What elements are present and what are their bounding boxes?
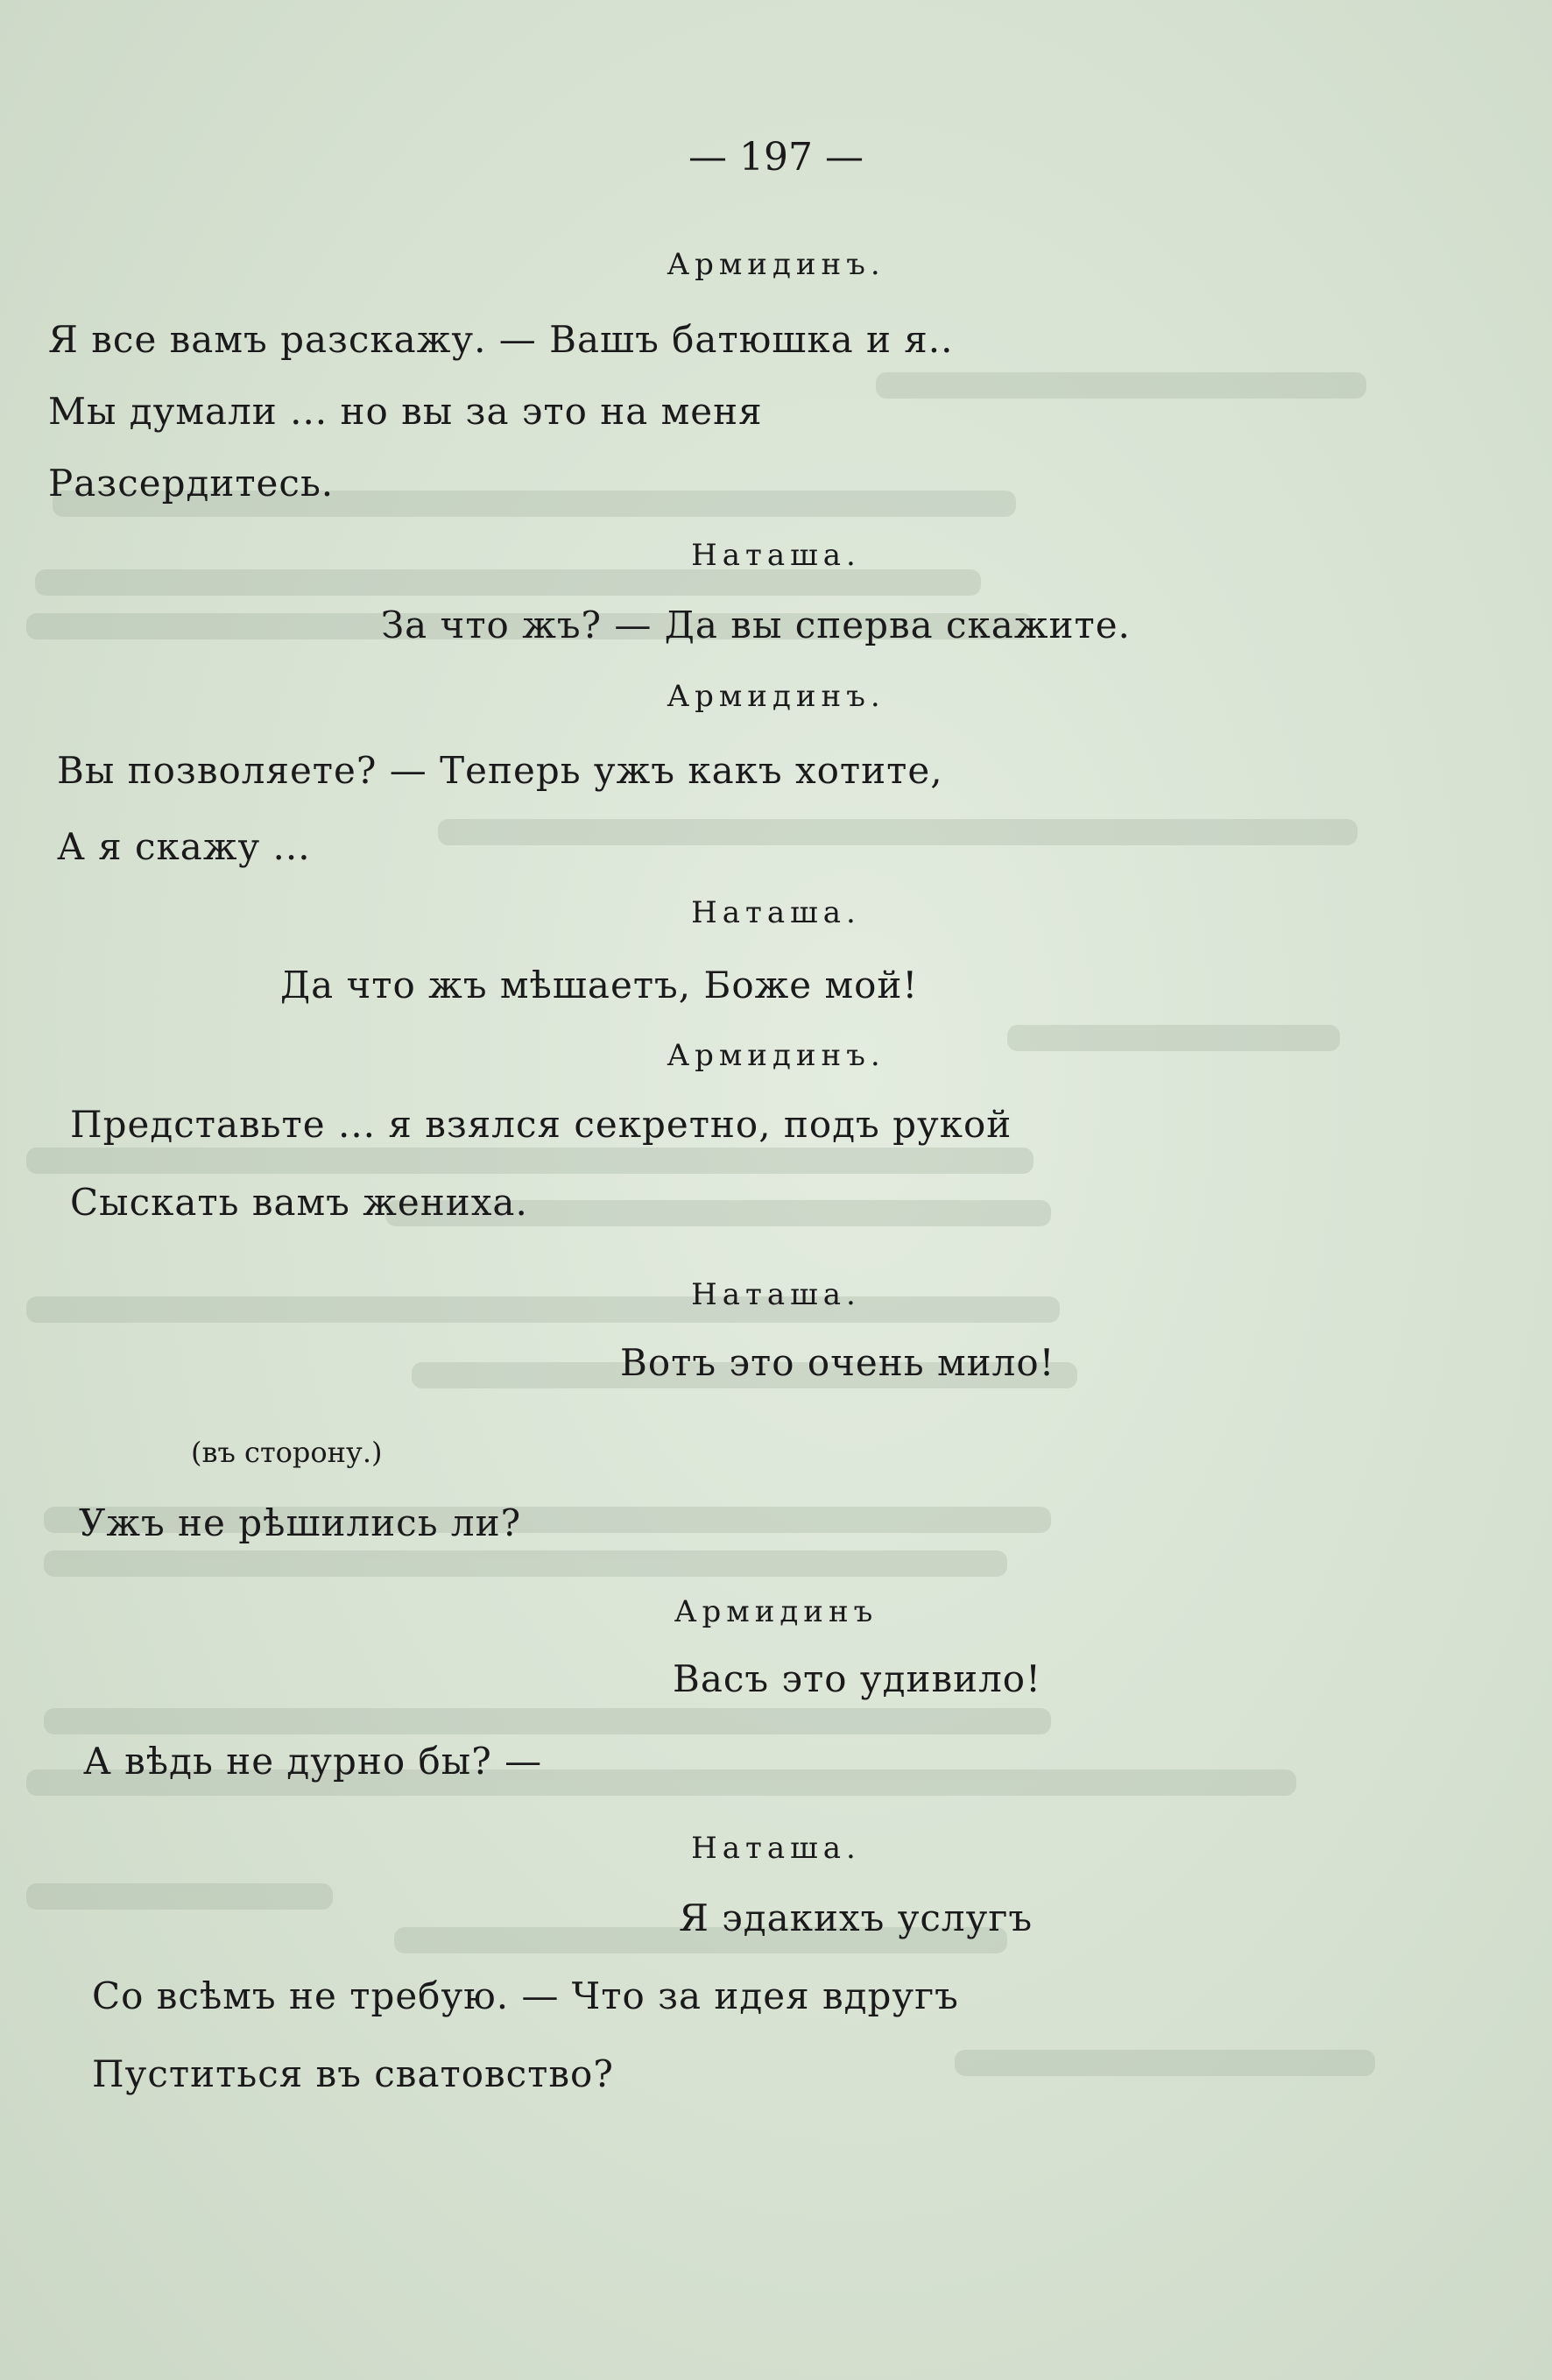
verse-line: Да что жъ мѣшаетъ, Боже мой! <box>280 964 919 1006</box>
speaker-name: Наташа. <box>691 1277 861 1312</box>
verse-line: Разсердитесь. <box>48 462 335 505</box>
verse-line: Я эдакихъ услугъ <box>679 1896 1033 1939</box>
speaker-name: Армидинъ. <box>667 679 885 714</box>
verse-line: А вѣдь не дурно бы? — <box>83 1740 543 1783</box>
speaker-name: Армидинъ. <box>667 247 885 282</box>
speaker-name: Наташа. <box>691 895 861 930</box>
speaker-name: Наташа. <box>691 1831 861 1866</box>
stage-direction: (въ сторону.) <box>191 1436 383 1469</box>
speaker-name: Наташа. <box>691 538 861 573</box>
verse-line: Со всѣмъ не требую. — Что за идея вдругъ <box>92 1974 959 2017</box>
verse-line: Васъ это удивило! <box>673 1657 1041 1700</box>
speaker-name: Армидинъ. <box>667 1038 885 1073</box>
verse-line: Сыскать вамъ жениха. <box>70 1181 528 1224</box>
verse-line: Мы думали ... но вы за это на меня <box>48 390 763 433</box>
verse-line: Вотъ это очень мило! <box>620 1341 1055 1384</box>
speaker-name: Армидинъ <box>674 1594 878 1629</box>
verse-line: За что жъ? — Да вы сперва скажите. <box>381 604 1131 646</box>
page-number: — 197 — <box>688 135 864 180</box>
verse-line: Пуститься въ сватовство? <box>92 2052 614 2095</box>
verse-line: А я скажу ... <box>57 825 311 868</box>
verse-line: Вы позволяете? — Теперь ужъ какъ хотите, <box>57 749 943 792</box>
verse-line: Представьте ... я взялся секретно, подъ рукой <box>70 1103 1012 1146</box>
verse-line: Ужъ не рѣшились ли? <box>79 1501 522 1544</box>
verse-line: Я все вамъ разскажу. — Вашъ батюшка и я.. <box>48 318 954 361</box>
